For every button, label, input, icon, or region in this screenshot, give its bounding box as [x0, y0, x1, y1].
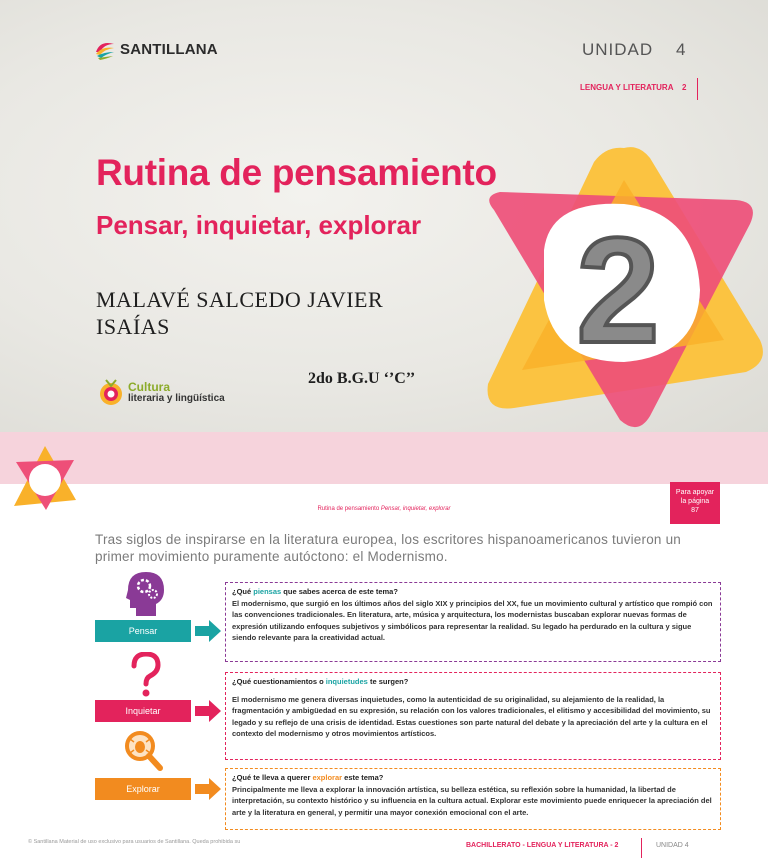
question-mark-icon	[122, 652, 168, 698]
question-pensar: ¿Qué piensas que sabes acerca de este tema?	[232, 587, 398, 596]
answer-inquietar: El modernismo me genera diversas inquietudes, como la autenticidad de su originalidad, su alejamiento de la realidad, la fragmentación y ambigüedad en su expresión, su relación con los valores tradicionales, el elitismo y accesibilidad del movimiento, su legado y su reflejo de una crisis de identidad. Estas cuestiones son parte natural del debate y la apreciación del arte y la cultura en el contexto del modernismo y otros movimientos artísticos.	[232, 695, 711, 738]
answer-box-inquietar	[225, 672, 721, 760]
head-gears-icon	[122, 570, 168, 616]
answer-explorar: Principalmente me lleva a explorar la innovación artística, su belleza estética, su reflexión sobre la humanidad, la libertad de interpretación, su contexto histórico y su influencia en la cultura actual. Explorar este movimiento puede enriquecer la apreciación del arte y la literatura en general, y permitir una mayor conexión emocional con el arte.	[232, 785, 712, 817]
cultura-logo	[98, 378, 225, 408]
answer-pensar: El modernismo, que surgió en los últimos años del siglo XIX y principios del XX, fue un movimiento cultural y artístico que rompió con las convenciones tradicionales. En literatura, arte, música y arquitectura, los modernistas buscaban explorar nuevas formas de expresión utilizando enfoques subjetivos y simbólicos para representar la realidad. Su legado ha perdurado en la cultura y sigue siendo relevante para la creatividad actual.	[232, 599, 713, 642]
step-label-explorar: Explorar	[95, 778, 191, 800]
header-divider	[697, 78, 698, 100]
star-number-graphic	[474, 140, 768, 432]
author-name: MALAVÉ SALCEDO JAVIER ISAÍAS	[96, 287, 384, 339]
arrow-right-icon	[195, 778, 221, 800]
copyright-notice: © Santillana Material de uso exclusivo para usuarios de Santillana. Queda prohibida su	[28, 839, 241, 845]
page-caption: Rutina de pensamiento Pensar, inquietar, explorar	[317, 506, 451, 512]
footer-subject: BACHILLERATO - LENGUA Y LITERATURA - 2	[466, 842, 619, 849]
big-number: 2	[576, 206, 660, 374]
answer-box-pensar	[225, 582, 721, 662]
santillana-logo	[94, 38, 218, 60]
unidad-number: 4	[676, 40, 686, 59]
cultura-title: Cultura	[128, 380, 170, 394]
santillana-logo-icon	[94, 38, 116, 60]
course-label: 2do B.G.U ‘’C’’	[308, 370, 416, 387]
apoyo-badge: Para apoyar la página 87	[670, 482, 720, 524]
question-explorar: ¿Qué te lleva a querer explorar este tema?	[232, 773, 384, 782]
page-title: Rutina de pensamiento	[96, 152, 497, 193]
subject-label: LENGUA Y LITERATURA	[580, 83, 674, 92]
cultura-book-icon	[98, 378, 124, 408]
page-subtitle: Pensar, inquietar, explorar	[96, 210, 422, 240]
arrow-right-icon	[195, 620, 221, 642]
question-inquietar: ¿Qué cuestionamientos o inquietudes te surgen?	[232, 677, 409, 686]
intro-paragraph: Tras siglos de inspirarse en la literatura europea, los escritores hispanoamericanos tuvieron un primer movimiento puramente autóctono: el Modernismo.	[95, 532, 681, 564]
cultura-subtitle: literaria y lingüística	[128, 393, 225, 404]
footer-unidad: UNIDAD 4	[656, 842, 689, 849]
step-label-pensar: Pensar	[95, 620, 191, 642]
step-label-inquietar: Inquietar	[95, 700, 191, 722]
subject-page-number: 2	[682, 83, 687, 92]
unidad-label: UNIDAD	[582, 40, 654, 59]
mini-star-icon	[10, 444, 80, 512]
magnifier-bug-icon	[120, 728, 166, 774]
footer-divider	[641, 838, 642, 858]
arrow-right-icon	[195, 700, 221, 722]
brand-name: SANTILLANA	[120, 40, 218, 58]
cover-page	[0, 0, 768, 432]
section-band	[0, 432, 768, 484]
answer-box-explorar	[225, 768, 721, 830]
